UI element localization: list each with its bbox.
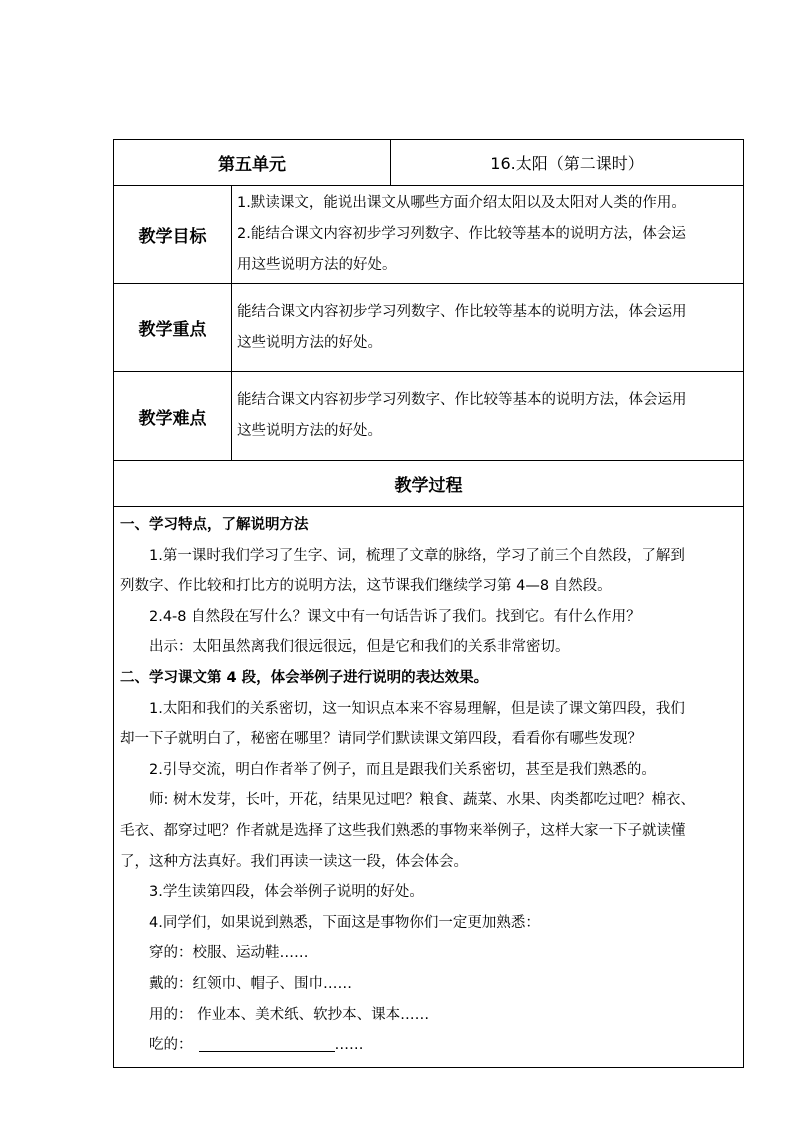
eat-ellipsis: …… <box>334 1037 364 1054</box>
paragraph: 2.引导交流，明白作者举了例子，而且是跟我们关系密切，甚至是我们熟悉的。 <box>149 761 656 778</box>
paragraph-continuation: 毛衣、都穿过吧？作者就是选择了这些我们熟悉的事物来举例子，这样大家一下子就读懂 <box>120 822 686 839</box>
objectives-content <box>232 186 744 284</box>
objective-line: 2.能结合课文内容初步学习列数字、作比较等基本的说明方法，体会运 <box>237 226 686 242</box>
key-points-row <box>114 284 744 372</box>
fill-in-blank <box>199 1036 335 1052</box>
process-content <box>114 507 744 1068</box>
key-point-line: 能结合课文内容初步学习列数字、作比较等基本的说明方法，体会运用 <box>237 303 687 320</box>
key-point-line: 这些说明方法的好处。 <box>237 334 382 351</box>
key-points-label: 教学重点 <box>114 284 232 372</box>
paragraph: 师: 树木发芽，长叶，开花，结果见过吧？粮食、蔬菜、水果、肉类都吃过吧？棉衣、 <box>149 792 695 809</box>
objective-line: 1.默读课文，能说出课文从哪些方面介绍太阳以及太阳对人类的作用。 <box>237 195 686 211</box>
paragraph-continuation: 了，这种方法真好。我们再读一读这一段，体会体会。 <box>120 853 468 870</box>
list-line-wear: 穿的：校服、运动鞋…… <box>149 945 309 962</box>
lesson-plan-document <box>113 139 743 1068</box>
paragraph-continuation: 列数字、作比较和打比方的说明方法，这节课我们继续学习第 4—8 自然段。 <box>120 578 612 595</box>
eat-label: 吃的： <box>149 1037 193 1054</box>
difficulties-row <box>114 372 744 461</box>
process-title: 教学过程 <box>114 461 744 507</box>
list-line-eat <box>120 1030 737 1061</box>
objectives-label: 教学目标 <box>114 186 232 284</box>
unit-title: 第五单元 <box>114 140 391 186</box>
paragraph: 3.学生读第四段，体会举例子说明的好处。 <box>149 884 424 901</box>
paragraph: 1.第一课时我们学习了生字、词，梳理了文章的脉络，学习了前三个自然段，了解到 <box>149 547 685 564</box>
paragraph-continuation: 却一下子就明白了，秘密在哪里？请同学们默读课文第四段，看看你有哪些发现？ <box>120 731 642 748</box>
process-title-row <box>114 461 744 507</box>
paragraph: 出示：太阳虽然离我们很远很远，但是它和我们的关系非常密切。 <box>149 639 570 656</box>
section-1-heading: 一、学习特点，了解说明方法 <box>120 517 309 533</box>
difficulties-label: 教学难点 <box>114 372 232 461</box>
lesson-plan-table <box>113 139 744 1068</box>
paragraph: 2.4-8 自然段在写什么？课文中有一句话告诉了我们。找到它。有什么作用？ <box>149 608 641 625</box>
paragraph: 1.太阳和我们的关系密切，这一知识点本来不容易理解，但是读了课文第四段，我们 <box>149 700 685 717</box>
list-line-use: 用的： 作业本、美术纸、软抄本、课本…… <box>149 1006 430 1023</box>
objective-line: 用这些说明方法的好处。 <box>237 257 397 273</box>
difficulty-line: 这些说明方法的好处。 <box>237 423 382 439</box>
paragraph: 4.同学们，如果说到熟悉，下面这是事物你们一定更加熟悉： <box>149 914 540 931</box>
objectives-row <box>114 186 744 284</box>
difficulties-content <box>232 372 744 461</box>
lesson-title: 16.太阳（第二课时） <box>391 140 744 186</box>
list-line-don: 戴的：红领巾、帽子、围巾…… <box>149 975 352 992</box>
section-2-heading: 二、学习课文第 4 段，体会举例子进行说明的表达效果。 <box>120 669 489 686</box>
difficulty-line: 能结合课文内容初步学习列数字、作比较等基本的说明方法，体会运用 <box>237 392 687 408</box>
header-row <box>114 140 744 186</box>
process-body-row <box>114 507 744 1068</box>
key-points-content <box>232 284 744 372</box>
